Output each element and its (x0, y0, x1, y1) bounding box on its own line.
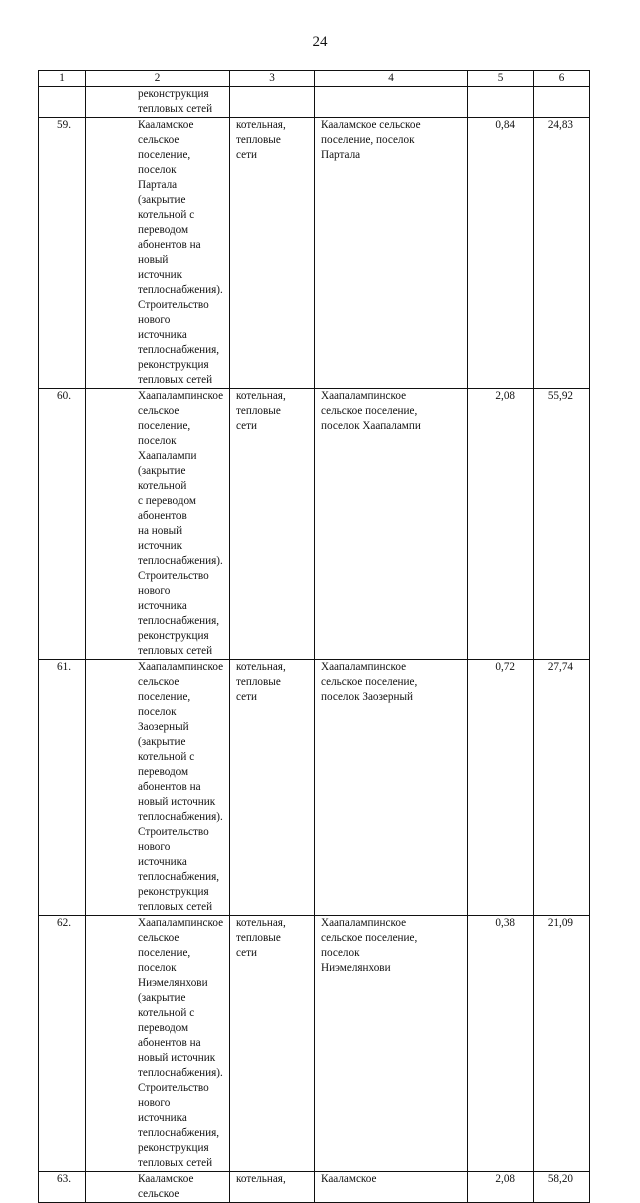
project-description-cell: Хаапалампинское сельское поселение, поселок Ниэмелянхови (закрытие котельной с переводом абонентов на новый источник теплоснабжения). Строительство нового источника теплоснабжения, реконструкция тепловых сетей (86, 916, 230, 1172)
header-cell-3: 3 (230, 71, 315, 87)
object-type-cell: котельная, тепловые сети (230, 389, 315, 660)
value-col6-cell: 58,20 (534, 1172, 590, 1203)
object-type-cell: котельная, тепловые сети (230, 916, 315, 1172)
header-cell-5: 5 (468, 71, 534, 87)
object-type-cell: котельная, тепловые сети (230, 118, 315, 389)
project-description-cell: Кааламское сельское поселение, поселок Партала (закрытие котельной с переводом абонентов на новый источник теплоснабжения). Строительство нового источника теплоснабжения, реконструкция тепловых сетей (86, 118, 230, 389)
location-cell: Хаапалампинское сельское поселение, поселок Хаапалампи (315, 389, 468, 660)
location-cell (315, 87, 468, 118)
location-cell: Хаапалампинское сельское поселение, поселок Ниэмелянхови (315, 916, 468, 1172)
location-cell: Хаапалампинское сельское поселение, поселок Заозерный (315, 660, 468, 916)
value-col6-cell: 55,92 (534, 389, 590, 660)
header-cell-6: 6 (534, 71, 590, 87)
object-type-cell: котельная, тепловые сети (230, 660, 315, 916)
value-col5-cell: 2,08 (468, 1172, 534, 1203)
project-description-cell: реконструкция тепловых сетей (86, 87, 230, 118)
page-number: 24 (312, 34, 328, 50)
table-row (39, 916, 590, 1172)
row-number-cell: 62. (39, 916, 86, 1172)
value-col6-cell: 27,74 (534, 660, 590, 916)
value-col5-cell: 0,84 (468, 118, 534, 389)
row-number-cell: 63. (39, 1172, 86, 1203)
row-number-cell (39, 87, 86, 118)
row-number-cell: 60. (39, 389, 86, 660)
row-number-cell: 61. (39, 660, 86, 916)
project-description-cell: Кааламское сельское (86, 1172, 230, 1203)
investment-table (38, 70, 590, 1203)
value-col5-cell (468, 87, 534, 118)
table-row (39, 389, 590, 660)
object-type-cell (230, 87, 315, 118)
table-row (39, 1172, 590, 1203)
value-col6-cell: 24,83 (534, 118, 590, 389)
project-description-cell: Хаапалампинское сельское поселение, поселок Хаапалампи (закрытие котельной с переводом абонентов на новый источник теплоснабжения). Строительство нового источника теплоснабжения, реконструкция тепловых сетей (86, 389, 230, 660)
value-col5-cell: 2,08 (468, 389, 534, 660)
project-description-cell: Хаапалампинское сельское поселение, поселок Заозерный (закрытие котельной с переводом абонентов на новый источник теплоснабжения). Строительство нового источника теплоснабжения, реконструкция тепловых сетей (86, 660, 230, 916)
continuation-row (39, 87, 590, 118)
value-col5-cell: 0,72 (468, 660, 534, 916)
row-number-cell: 59. (39, 118, 86, 389)
header-cell-2: 2 (86, 71, 230, 87)
table-row (39, 118, 590, 389)
location-cell: Кааламское (315, 1172, 468, 1203)
column-number-header (39, 71, 590, 87)
object-type-cell: котельная, (230, 1172, 315, 1203)
header-cell-4: 4 (315, 71, 468, 87)
location-cell: Кааламское сельское поселение, поселок Партала (315, 118, 468, 389)
header-cell-1: 1 (39, 71, 86, 87)
value-col6-cell: 21,09 (534, 916, 590, 1172)
value-col5-cell: 0,38 (468, 916, 534, 1172)
table-row (39, 660, 590, 916)
value-col6-cell (534, 87, 590, 118)
